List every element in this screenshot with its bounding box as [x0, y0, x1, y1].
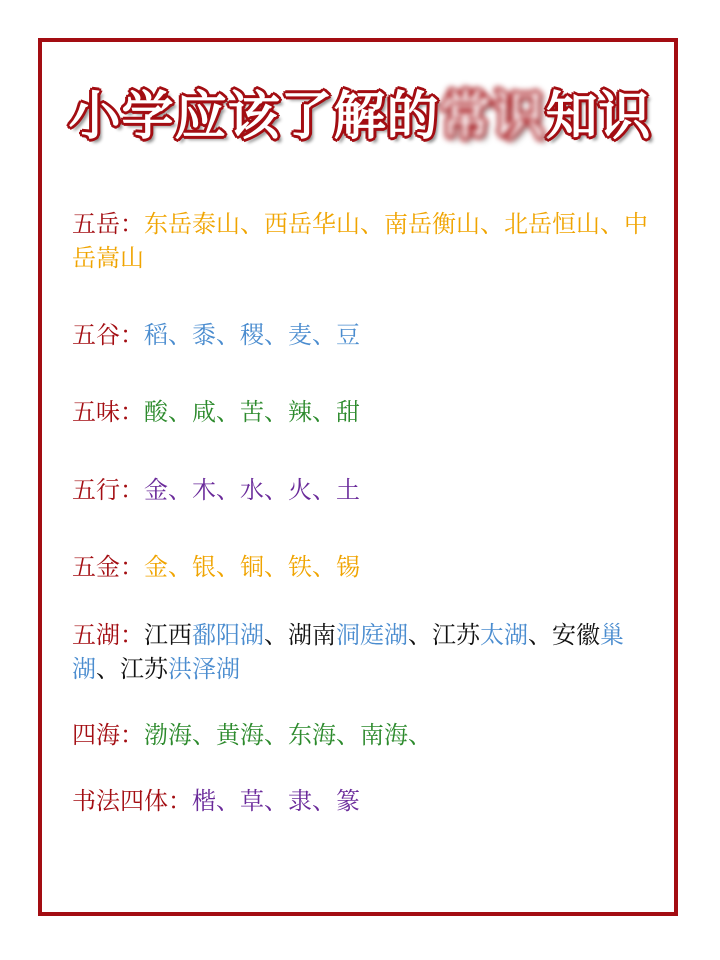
title-text-end: 知识	[545, 87, 652, 147]
item-value: 酸、咸、苦、辣、甜	[144, 398, 360, 426]
item-value: 金、银、铜、铁、锡	[144, 553, 360, 581]
item-value: 稻、黍、稷、麦、豆	[144, 321, 360, 349]
lake-province: 、江苏	[96, 655, 168, 683]
lake-name: 鄱阳湖	[192, 621, 264, 649]
lake-name: 洪泽湖	[168, 655, 240, 683]
item-label: 五谷：	[72, 321, 144, 349]
lake-name: 太湖	[480, 621, 528, 649]
item-value: 东岳泰山、西岳华山、南岳衡山、北岳恒山、中岳嵩山	[72, 210, 648, 272]
title-redacted-text: 常识	[439, 87, 546, 147]
item-value: 渤海、黄海、东海、南海、	[144, 721, 432, 749]
item-label: 书法四体：	[72, 787, 192, 815]
lake-province: 江西	[144, 621, 192, 649]
item-five-elements	[72, 473, 656, 507]
item-label: 五味：	[72, 398, 144, 426]
lake-name: 洞庭湖	[336, 621, 408, 649]
page-title	[0, 74, 720, 149]
item-five-grains	[72, 318, 656, 352]
lake-name: 巢湖	[72, 621, 624, 683]
lake-province: 、安徽	[528, 621, 600, 649]
item-label: 五湖：	[72, 621, 144, 649]
item-five-flavors	[72, 395, 656, 429]
item-four-seas	[72, 718, 656, 752]
lake-province: 、江苏	[408, 621, 480, 649]
item-five-mountains	[72, 207, 656, 275]
item-label: 四海：	[72, 721, 144, 749]
title-text-start: 小学应该了解的	[68, 87, 440, 147]
lake-province: 、湖南	[264, 621, 336, 649]
item-value: 金、木、水、火、土	[144, 476, 360, 504]
item-label: 五金：	[72, 553, 144, 581]
item-label: 五岳：	[72, 210, 144, 238]
item-five-metals	[72, 550, 656, 584]
item-five-lakes	[72, 618, 656, 686]
item-label: 五行：	[72, 476, 144, 504]
item-calligraphy-styles	[72, 784, 656, 818]
item-value: 楷、草、隶、篆	[192, 787, 360, 815]
